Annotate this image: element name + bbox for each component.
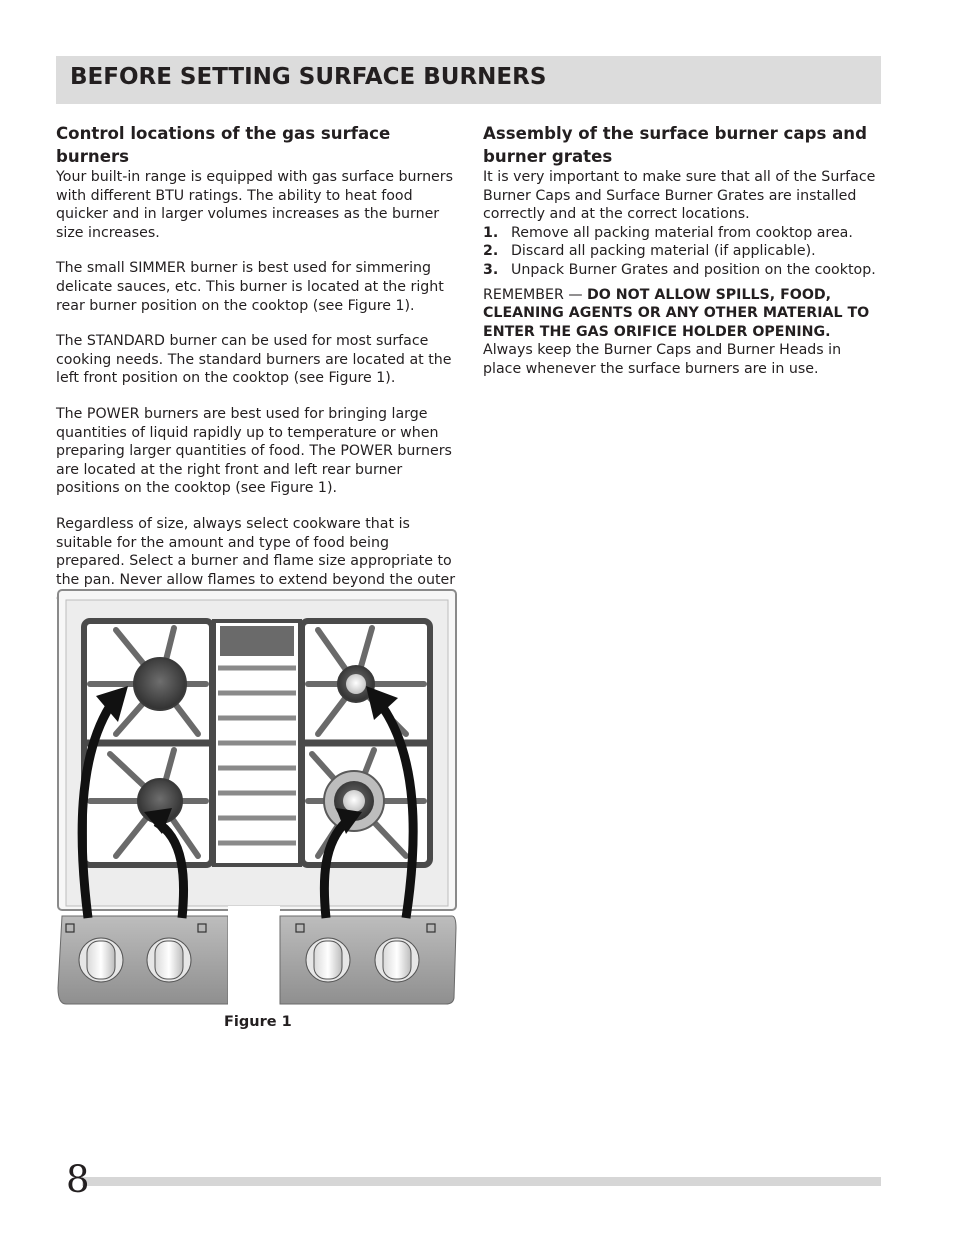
step-item: 2. Discard all packing material (if applicable). <box>483 243 816 260</box>
paragraph-cookware: Regardless of size, always select cookware that is suitable for the amount and type of food being prepared. Select a burner and flame size appropriate to the pan. Never allow flames to extend beyond the outer <box>56 515 456 588</box>
knob-left-front[interactable] <box>147 938 191 982</box>
page-number: 8 <box>66 1158 90 1201</box>
footer-bar <box>82 1177 881 1186</box>
knob-left-rear[interactable] <box>79 938 123 982</box>
paragraph-standard: The STANDARD burner can be used for most surface cooking needs. The standard burners are located at the left front position on the cooktop (see Figure 1). <box>56 333 452 387</box>
right-column <box>483 122 881 379</box>
center-griddle <box>214 621 300 865</box>
cooktop-figure <box>56 588 458 1008</box>
assembly-steps <box>483 224 881 280</box>
left-grate <box>84 621 212 865</box>
paragraph-power: The POWER burners are best used for bringing large quantities of liquid rapidly up to temperature or when preparing larger quantities of food. The POWER burners are located at the right front and left rear burner positions on the cooktop (see Figure 1). <box>56 405 452 497</box>
step-item: 3. Unpack Burner Grates and position on the cooktop. <box>483 261 876 278</box>
right-heading: Assembly of the surface burner caps and burner grates <box>483 124 867 166</box>
left-column <box>56 122 458 625</box>
step-item: 1. Remove all packing material from cooktop area. <box>483 224 853 241</box>
figure-caption: Figure 1 <box>224 1014 292 1030</box>
power-burner-left-rear <box>134 658 186 710</box>
knob-right-rear[interactable] <box>375 938 419 982</box>
left-heading: Control locations of the gas surface burners <box>56 124 391 166</box>
page-title: BEFORE SETTING SURFACE BURNERS <box>70 64 547 90</box>
knob-right-front[interactable] <box>306 938 350 982</box>
paragraph-simmer: The small SIMMER burner is best used for simmering delicate sauces, etc. This burner is located at the right rear burner position on the cooktop (see Figure 1). <box>56 260 444 314</box>
remember-note: REMEMBER — DO NOT ALLOW SPILLS, FOOD, CLEANING AGENTS OR ANY OTHER MATERIAL TO ENTER THE GAS ORIFICE HOLDER OPENING. Always keep the Burner Caps and Burner Heads in place whenever the surface burners are in use. <box>483 286 870 377</box>
right-intro: It is very important to make sure that all of the Surface Burner Caps and Surface Burner Grates are installed correctly and at the correct locations. <box>483 169 876 223</box>
cooktop-illustration <box>56 588 458 1008</box>
section-banner <box>56 56 881 104</box>
paragraph-intro: Your built-in range is equipped with gas surface burners with different BTU ratings. The ability to heat food quicker and in larger volumes increases as the burner size increases. <box>56 169 454 241</box>
